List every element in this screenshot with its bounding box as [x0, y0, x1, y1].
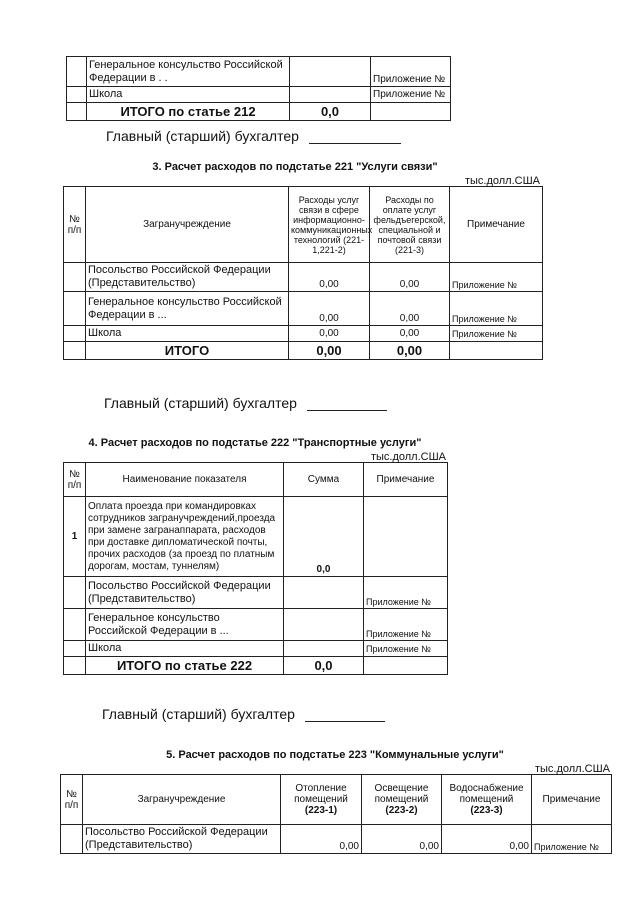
- value-cell: [284, 609, 364, 641]
- value-cell: 0,00: [289, 292, 370, 326]
- header-name: Наименование показателя: [86, 463, 284, 497]
- row-num-cell: [67, 87, 87, 103]
- header-institution: Загранучреждение: [86, 187, 289, 263]
- header-col1-code: (223-1): [304, 805, 338, 816]
- institution-name: Школа: [87, 87, 290, 103]
- table-221: [63, 186, 543, 360]
- note-cell: [371, 103, 451, 121]
- value-cell: [290, 87, 371, 103]
- row-num-cell: [64, 263, 86, 292]
- table-223: [60, 774, 612, 854]
- section-5-heading: 5. Расчет расходов по подстатье 223 "Коммунальные услуги": [166, 749, 504, 761]
- total-label: ИТОГО по статье 222: [86, 657, 284, 675]
- header-col3-code: (223-3): [470, 805, 503, 816]
- row-num-cell: [64, 577, 86, 609]
- value-cell: 0,00: [442, 825, 532, 854]
- total-label: ИТОГО: [86, 342, 289, 360]
- header-col2-title: Освещение помещений: [374, 783, 429, 805]
- note-cell: [450, 342, 543, 360]
- signature-blank[interactable]: [307, 410, 387, 411]
- note-cell: Приложение №: [364, 609, 448, 641]
- value-cell: 0,00: [281, 825, 362, 854]
- header-col2-code: (223-2): [385, 805, 418, 816]
- header-num: № п/п: [64, 463, 86, 497]
- note-cell: [364, 497, 448, 577]
- note-cell: Приложение №: [450, 326, 543, 342]
- note-cell: Приложение №: [364, 577, 448, 609]
- total-value: 0,0: [284, 657, 364, 675]
- header-col3-title: Водоснабжение помещений: [449, 783, 524, 805]
- note-cell: Приложение №: [371, 57, 451, 87]
- section-3-unit: тыс.долл.США: [464, 175, 540, 187]
- header-num: № п/п: [61, 775, 83, 825]
- row-num-cell: [61, 825, 83, 854]
- note-cell: Приложение №: [532, 825, 612, 854]
- header-num: № п/п: [64, 187, 86, 263]
- section-3-heading: 3. Расчет расходов по подстатье 221 "Услуги связи": [152, 161, 438, 173]
- value-cell: [284, 641, 364, 657]
- total-value: 0,00: [370, 342, 450, 360]
- row-num-cell: [67, 103, 87, 121]
- value-cell: 0,00: [289, 263, 370, 292]
- signature-label: Главный (старший) бухгалтер: [102, 706, 295, 722]
- value-cell: 0,00: [289, 326, 370, 342]
- signature-line-1: [106, 128, 401, 144]
- row-num-cell: [64, 641, 86, 657]
- header-col1-title: Отопление помещений: [294, 783, 348, 805]
- note-cell: Приложение №: [371, 87, 451, 103]
- institution-name: Школа: [86, 326, 289, 342]
- header-note: Примечание: [532, 775, 612, 825]
- value-cell: [284, 577, 364, 609]
- institution-name: Посольство Российской Федерации (Представительство): [83, 825, 281, 854]
- signature-line-2: [104, 395, 387, 411]
- signature-blank[interactable]: [305, 721, 385, 722]
- row-num-cell: [64, 657, 86, 675]
- total-value: 0,0: [290, 103, 371, 121]
- row-num-cell: [64, 342, 86, 360]
- institution-name: Генеральное консульство Российской Федерации в . .: [87, 57, 290, 87]
- header-col1: Расходы услуг связи в сфере информационно-коммуникационных технологий (221-1,221-2): [289, 187, 370, 263]
- value-cell: [290, 57, 371, 87]
- institution-name: Генеральное консульство Российской Федерации в ...: [86, 609, 284, 641]
- header-col2: Расходы по оплате услуг фельдъегерской, специальной и почтовой связи (221-3): [370, 187, 450, 263]
- header-institution: Загранучреждение: [83, 775, 281, 825]
- note-cell: Приложение №: [364, 641, 448, 657]
- signature-label: Главный (старший) бухгалтер: [106, 128, 299, 144]
- signature-blank[interactable]: [309, 143, 401, 144]
- signature-label: Главный (старший) бухгалтер: [104, 395, 297, 411]
- total-value: 0,00: [289, 342, 370, 360]
- section-5-unit: тыс.долл.США: [534, 763, 610, 775]
- value-cell: 0,00: [370, 292, 450, 326]
- header-col3: [442, 775, 532, 825]
- institution-name: Генеральное консульство Российской Федерации в ...: [86, 292, 289, 326]
- row-num-cell: [64, 292, 86, 326]
- value-cell: 0,00: [370, 263, 450, 292]
- item-description: Оплата проезда при командировках сотрудников загранучреждений,проезда при замене загранаппарата, расходов при доставке дипломатической почты, прочих расходов (за проезд по платным дорогам, мостам, туннелям): [86, 497, 284, 577]
- note-cell: Приложение №: [450, 263, 543, 292]
- header-note: Примечание: [364, 463, 448, 497]
- signature-line-3: [102, 706, 385, 722]
- value-cell: 0,00: [362, 825, 442, 854]
- header-sum: Сумма: [284, 463, 364, 497]
- section-4-heading: 4. Расчет расходов по подстатье 222 "Транспортные услуги": [88, 437, 422, 449]
- header-note: Примечание: [450, 187, 543, 263]
- table-222: [63, 462, 448, 675]
- item-num: 1: [64, 497, 86, 577]
- header-col1: [281, 775, 362, 825]
- row-num-cell: [64, 609, 86, 641]
- item-sum: 0,0: [284, 497, 364, 577]
- value-cell: 0,00: [370, 326, 450, 342]
- institution-name: Посольство Российской Федерации (Представительство): [86, 263, 289, 292]
- section-4-unit: тыс.долл.США: [370, 451, 446, 463]
- table-212: [66, 56, 451, 121]
- row-num-cell: [67, 57, 87, 87]
- row-num-cell: [64, 326, 86, 342]
- note-cell: [364, 657, 448, 675]
- institution-name: Посольство Российской Федерации (Представительство): [86, 577, 284, 609]
- note-cell: Приложение №: [450, 292, 543, 326]
- header-col2: [362, 775, 442, 825]
- institution-name: Школа: [86, 641, 284, 657]
- total-label: ИТОГО по статье 212: [87, 103, 290, 121]
